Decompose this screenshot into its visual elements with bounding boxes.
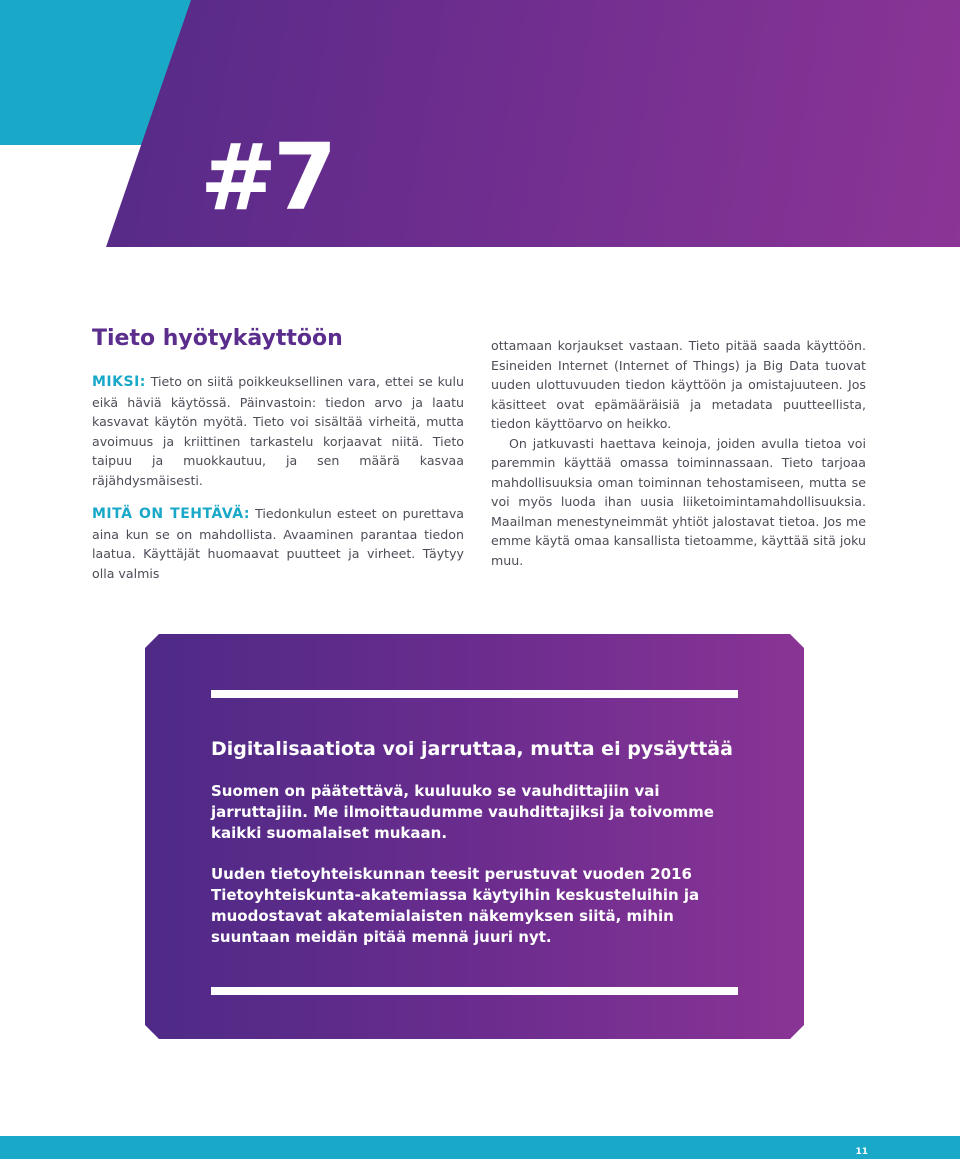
tehtava-text-left: Tiedonkulun esteet on purettava aina kun se on mahdollista. Avaaminen parantaa tiedon laatua. Käyttäjät huomaavat puutteet ja virheet. Täytyy olla valmis [92,506,464,581]
right-column [491,336,866,570]
tehtava-paragraph [92,504,464,583]
page-title: Tieto hyötykäyttöön [92,326,343,351]
box-top-bar [211,690,738,698]
miksi-label: MIKSI: [92,374,146,390]
miksi-paragraph [92,372,464,490]
box-heading: Digitalisaatiota voi jarruttaa, mutta ei pysäyttää [211,738,733,760]
box-bottom-bar [211,987,738,995]
right-paragraph-2: On jatkuvasti haettava keinoja, joiden avulla tietoa voi paremmin käyttää omassa toiminnassaan. Tieto tarjoaa mahdollisuuksia oman toiminnan tehostamiseen, mutta se voi myös luoda ihan uusia liiketoimintamahdollisuuksia. Maailman menestyneimmät yhtiöt jalostavat tietoa. Jos me emme käytä omaa kansallista tietoamme, käyttää sitä joku muu. [491,435,866,568]
left-column [92,372,464,583]
footer-bar [0,1136,960,1159]
page-number: 11 [855,1147,868,1157]
header-white-cut [0,145,130,247]
box-text-2: Uuden tietoyhteiskunnan teesit perustuvat vuoden 2016 Tietoyhteiskunta-akatemiassa käytyihin keskusteluihin ja muodostavat akatemialaisten näkemyksen siitä, mihin suuntaan meidän pitää mennä juuri nyt. [211,865,700,946]
chapter-number: #7 [200,124,334,231]
box-text-1: Suomen on päätettävä, kuuluuko se vauhdittajiin vai jarruttajiin. Me ilmoittaudumme vauhdittajiksi ja toivomme kaikki suomalaiset mukaan. [211,782,714,842]
miksi-text: Tieto on siitä poikkeuksellinen vara, ettei se kulu eikä häviä käytössä. Päinvastoin: tiedon arvo ja laatu kasvavat käytön myötä. Tieto voi sisältää virheitä, mutta avoimuus ja kriittinen tarkastelu korjaavat niitä. Tieto taipuu ja muokkautuu, ja sen määrä kasvaa räjähdysmäisesti. [92,374,464,488]
tehtava-label: MITÄ ON TEHTÄVÄ: [92,506,250,522]
tehtava-text-right: ottamaan korjaukset vastaan. Tieto pitää saada käyttöön. Esineiden Internet (Internet of Things) ja Big Data tuovat uuden ulottuvuuden tiedon käyttöön ja omistajuuteen. Jos käsitteet ovat epämääräisiä ja metadata puutteellista, tiedon käyttöarvo on heikko. [491,338,866,431]
